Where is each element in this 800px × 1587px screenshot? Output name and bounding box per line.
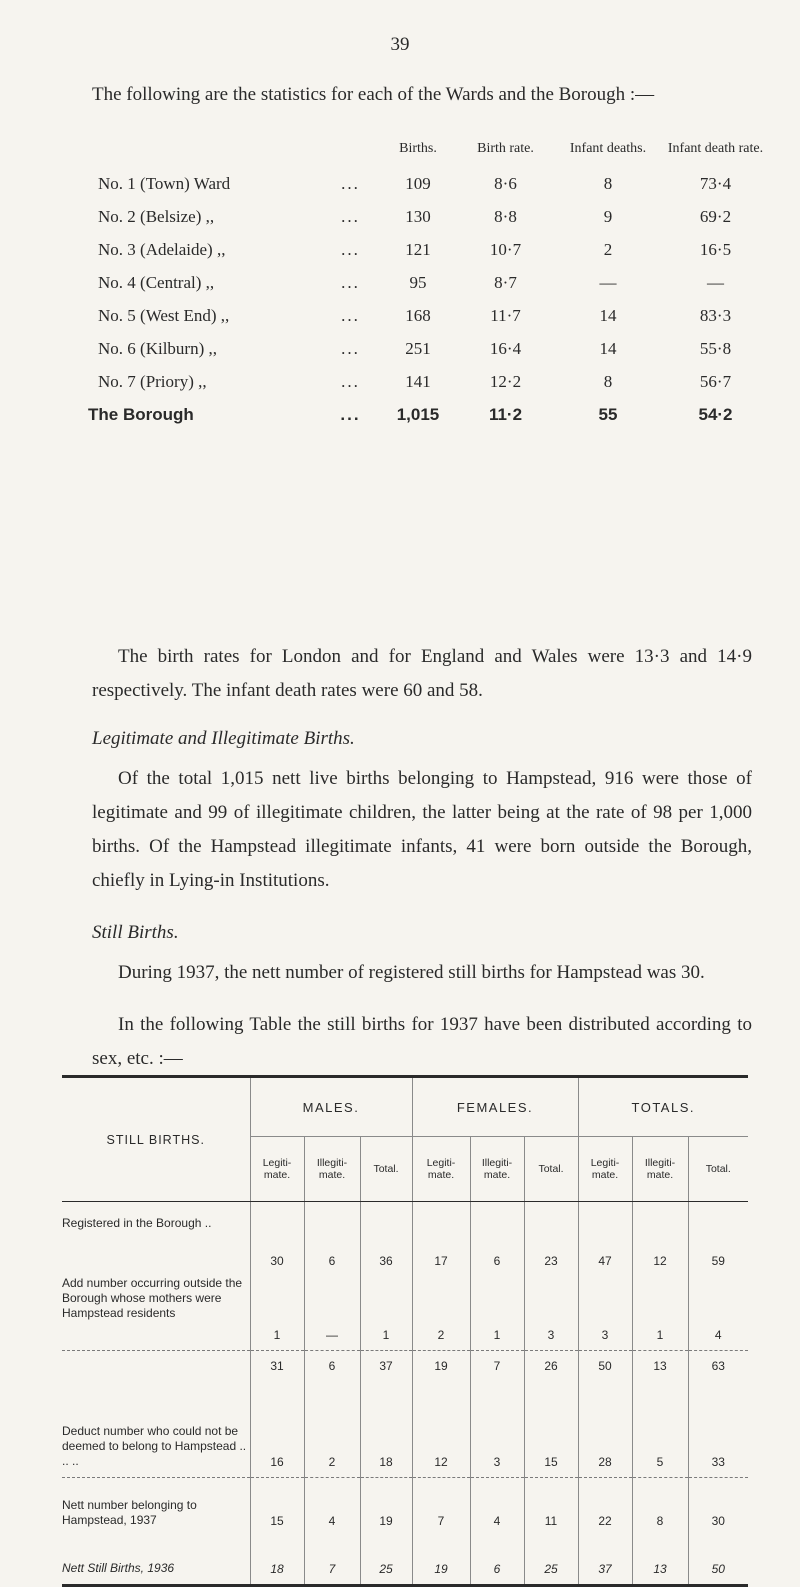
leader-dots: ... <box>340 404 361 424</box>
still-cell: 4 <box>688 1276 748 1351</box>
ward-row <box>88 167 768 200</box>
ward-infant-deaths: 8 <box>603 371 613 391</box>
birth-rates-paragraph: The birth rates for London and for England and Wales were 13·3 and 14·9 respectively. The infant death rates were 60 and 58. <box>92 646 752 701</box>
ward-birth-rate: 16·4 <box>489 338 522 358</box>
still-cell: 3 <box>578 1276 632 1351</box>
still-cell: 4 <box>304 1478 360 1537</box>
still-cell: 50 <box>688 1536 748 1586</box>
still-births-row <box>62 1351 748 1394</box>
ward-name: No. 2 (Belsize) ,, <box>98 206 215 226</box>
table-intro-paragraph: In the following Table the still births for 1937 have been distributed according to sex, etc. :— <box>92 1014 752 1069</box>
still-subheader: Total. <box>360 1137 412 1202</box>
still-cell: 31 <box>250 1351 304 1394</box>
still-subheader: Total. <box>688 1137 748 1202</box>
still-subheader: Illegiti- mate. <box>470 1137 524 1202</box>
ward-infant-death-rate: 56·7 <box>699 371 732 391</box>
still-cell: 7 <box>304 1536 360 1586</box>
still-births-paragraph: During 1937, the nett number of registered still births for Hampstead was 30. <box>118 962 705 983</box>
ward-infant-deaths: 9 <box>603 206 613 226</box>
ward-infant-death-rate: 16·5 <box>699 239 732 259</box>
leader-dots: ... <box>341 206 360 226</box>
ward-name: No. 5 (West End) ,, <box>98 305 230 325</box>
still-cell: 18 <box>360 1393 412 1478</box>
still-cell: 1 <box>360 1276 412 1351</box>
still-subheader: Total. <box>524 1137 578 1202</box>
still-births-stub-header: STILL BIRTHS. <box>62 1077 250 1202</box>
still-births-row <box>62 1536 748 1586</box>
ward-name: No. 3 (Adelaide) ,, <box>98 239 226 259</box>
still-cell: 36 <box>360 1202 412 1277</box>
ward-infant-deaths: 8 <box>603 173 613 193</box>
still-cell: 7 <box>412 1478 470 1537</box>
leader-dots: ... <box>341 173 360 193</box>
still-cell: 25 <box>524 1536 578 1586</box>
still-subheader: Illegiti- mate. <box>632 1137 688 1202</box>
still-cell: 2 <box>412 1276 470 1351</box>
still-births-heading: Still Births. <box>92 922 179 943</box>
still-births-row <box>62 1478 748 1537</box>
ward-birth-rate: 8·6 <box>494 173 517 193</box>
ward-header-births: Births. <box>399 141 437 156</box>
still-cell: 17 <box>412 1202 470 1277</box>
still-cell: 12 <box>412 1393 470 1478</box>
ward-name: No. 6 (Kilburn) ,, <box>98 338 217 358</box>
still-cell: 3 <box>470 1393 524 1478</box>
still-cell: 26 <box>524 1351 578 1394</box>
leader-dots: ... <box>341 338 360 358</box>
ward-name: No. 7 (Priory) ,, <box>98 371 207 391</box>
ward-births: 251 <box>405 338 431 358</box>
still-cell: 25 <box>360 1536 412 1586</box>
still-cell: 30 <box>688 1478 748 1537</box>
still-cell: 1 <box>250 1276 304 1351</box>
still-cell: 30 <box>250 1202 304 1277</box>
ward-infant-death-rate: 69·2 <box>699 206 732 226</box>
leader-dots: ... <box>341 371 360 391</box>
ward-header-infant-deaths: Infant deaths. <box>569 141 647 156</box>
still-cell: 47 <box>578 1202 632 1277</box>
page-number: 39 <box>390 34 410 55</box>
still-cell: 12 <box>632 1202 688 1277</box>
ward-row <box>88 299 768 332</box>
still-subheader: Illegiti- mate. <box>304 1137 360 1202</box>
ward-birth-rate: 10·7 <box>489 239 522 259</box>
totals-group-header: TOTALS. <box>578 1077 748 1137</box>
males-group-header: MALES. <box>250 1077 412 1137</box>
ward-header-blank <box>323 140 378 167</box>
still-cell: 11 <box>524 1478 578 1537</box>
still-row-label: Deduct number who could not be deemed to belong to Hampstead .. .. .. <box>62 1424 247 1468</box>
still-cell: 16 <box>250 1393 304 1478</box>
still-row-label: Nett number belonging to Hampstead, 1937 <box>62 1478 250 1537</box>
still-cell: 28 <box>578 1393 632 1478</box>
ward-infant-deaths: — <box>599 272 617 292</box>
still-cell: 50 <box>578 1351 632 1394</box>
ward-births: 121 <box>405 239 431 259</box>
still-cell: 37 <box>578 1536 632 1586</box>
still-cell: 15 <box>250 1478 304 1537</box>
ward-header-infant-death-rate: Infant death rate. <box>667 141 764 156</box>
still-cell: 6 <box>470 1536 524 1586</box>
leader-dots: ... <box>341 305 360 325</box>
ward-births: 109 <box>405 173 431 193</box>
still-cell: 37 <box>360 1351 412 1394</box>
still-cell: — <box>304 1276 360 1351</box>
borough-birth-rate: 11·2 <box>488 404 523 424</box>
ward-name: No. 4 (Central) ,, <box>98 272 215 292</box>
ward-births: 141 <box>405 371 431 391</box>
borough-infant-death-rate: 54·2 <box>698 404 733 424</box>
ward-birth-rate: 8·8 <box>494 206 517 226</box>
leader-dots: ... <box>341 272 360 292</box>
still-births-row <box>62 1393 748 1478</box>
ward-row <box>88 365 768 398</box>
still-cell: 4 <box>470 1478 524 1537</box>
borough-births: 1,015 <box>396 404 440 424</box>
ward-infant-death-rate: 55·8 <box>699 338 732 358</box>
still-cell: 33 <box>688 1393 748 1478</box>
still-cell: 18 <box>250 1536 304 1586</box>
still-cell: 2 <box>304 1393 360 1478</box>
borough-total-row <box>88 398 768 431</box>
still-cell: 19 <box>412 1351 470 1394</box>
still-cell: 6 <box>304 1202 360 1277</box>
still-cell: 6 <box>470 1202 524 1277</box>
still-births-table <box>62 1075 748 1587</box>
still-cell: 63 <box>688 1351 748 1394</box>
still-cell: 5 <box>632 1393 688 1478</box>
ward-births: 130 <box>405 206 431 226</box>
still-row-label: Add number occurring outside the Borough whose mothers were Hampstead residents <box>62 1276 243 1320</box>
still-cell: 1 <box>470 1276 524 1351</box>
ward-infant-death-rate: 83·3 <box>699 305 732 325</box>
legitimate-paragraph: Of the total 1,015 nett live births belonging to Hampstead, 916 were those of legitimate and 99 of illegitimate children, the latter being at the rate of 98 per 1,000 births. Of the Hampstead illegitimate infants, 41 were born outside the Borough, chiefly in Lying-in Institutions. <box>92 768 752 891</box>
still-cell: 13 <box>632 1536 688 1586</box>
ward-birth-rate: 8·7 <box>494 272 517 292</box>
ward-births: 168 <box>405 305 431 325</box>
still-cell: 6 <box>304 1351 360 1394</box>
ward-infant-death-rate: 73·4 <box>699 173 732 193</box>
ward-header-birth-rate: Birth rate. <box>477 141 534 156</box>
ward-statistics-table <box>88 140 768 431</box>
ward-birth-rate: 11·7 <box>490 305 521 325</box>
ward-birth-rate: 12·2 <box>489 371 522 391</box>
still-row-label: Registered in the Borough .. <box>62 1216 212 1230</box>
ward-row <box>88 332 768 365</box>
borough-label: The Borough <box>88 404 194 424</box>
ward-row <box>88 266 768 299</box>
ward-births: 95 <box>409 272 427 292</box>
still-cell: 7 <box>470 1351 524 1394</box>
ward-row <box>88 200 768 233</box>
ward-name: No. 1 (Town) Ward <box>98 173 231 193</box>
borough-infant-deaths: 55 <box>598 404 618 424</box>
ward-row <box>88 233 768 266</box>
still-cell: 1 <box>632 1276 688 1351</box>
still-subheader: Legiti- mate. <box>578 1137 632 1202</box>
still-cell: 15 <box>524 1393 578 1478</box>
ward-infant-deaths: 2 <box>603 239 613 259</box>
still-cell: 19 <box>412 1536 470 1586</box>
ward-infant-deaths: 14 <box>599 338 617 358</box>
legitimate-heading: Legitimate and Illegitimate Births. <box>92 728 355 749</box>
still-subheader: Legiti- mate. <box>250 1137 304 1202</box>
still-cell: 59 <box>688 1202 748 1277</box>
still-row-label <box>62 1351 250 1394</box>
still-cell: 13 <box>632 1351 688 1394</box>
still-births-row <box>62 1202 748 1277</box>
still-births-row <box>62 1276 748 1351</box>
ward-infant-deaths: 14 <box>599 305 617 325</box>
still-cell: 23 <box>524 1202 578 1277</box>
still-row-label: Nett Still Births, 1936 <box>62 1536 250 1586</box>
still-cell: 8 <box>632 1478 688 1537</box>
ward-infant-death-rate: — <box>707 272 724 292</box>
still-cell: 22 <box>578 1478 632 1537</box>
intro-text: The following are the statistics for each of the Wards and the Borough :— <box>92 84 655 105</box>
still-cell: 3 <box>524 1276 578 1351</box>
still-cell: 19 <box>360 1478 412 1537</box>
ward-header-blank <box>88 140 323 167</box>
still-subheader: Legiti- mate. <box>412 1137 470 1202</box>
females-group-header: FEMALES. <box>412 1077 578 1137</box>
leader-dots: ... <box>341 239 360 259</box>
